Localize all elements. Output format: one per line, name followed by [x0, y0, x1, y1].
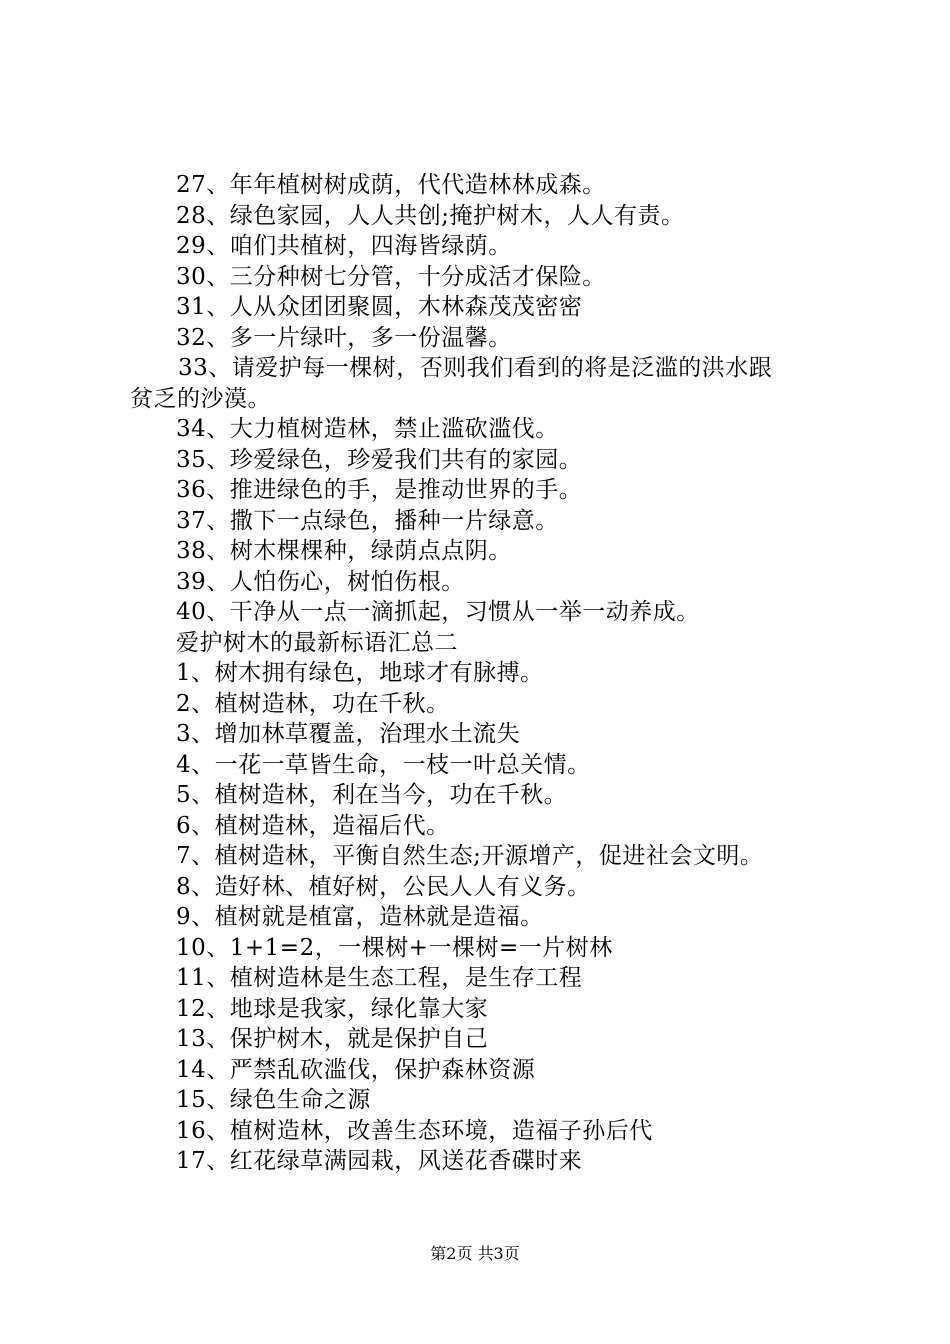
text-line: 29、咱们共植树，四海皆绿荫。	[176, 233, 512, 259]
text-line: 36、推进绿色的手，是推动世界的手。	[176, 477, 583, 503]
document-body	[130, 170, 830, 1177]
text-line: 5、植树造林，利在当今，功在千秋。	[176, 782, 568, 808]
text-line: 30、三分种树七分管，十分成活才保险。	[176, 263, 606, 290]
text-line: 17、红花绿草满园栽，风送花香碟时来	[176, 1148, 583, 1174]
text-line: 37、撒下一点绿色，播种一片绿意。	[176, 507, 559, 534]
text-line: 贫乏的沙漠。	[130, 385, 271, 412]
text-line: 14、严禁乱砍滥伐，保护森林资源	[176, 1056, 536, 1083]
text-line: 12、地球是我家，绿化靠大家	[176, 995, 489, 1022]
text-line: 32、多一片绿叶，多一份温馨。	[176, 324, 512, 351]
text-line: 4、一花一草皆生命，一枝一叶总关情。	[176, 751, 591, 778]
text-line: 33、请爱护每一棵树，否则我们看到的将是泛滥的洪水跟	[178, 355, 773, 381]
text-line: 11、植树造林是生态工程，是生存工程	[176, 965, 583, 991]
text-line: 38、树木棵棵种，绿荫点点阴。	[176, 538, 512, 564]
text-line: 35、珍爱绿色，珍爱我们共有的家园。	[176, 446, 583, 473]
section-heading: 爱护树木的最新标语汇总二	[176, 629, 458, 656]
text-line: 34、大力植树造林，禁止滥砍滥伐。	[176, 416, 559, 442]
text-line: 39、人怕伤心，树怕伤根。	[176, 568, 465, 595]
text-line: 10、1+1=2，一棵树+一棵树=一片树林	[176, 934, 613, 961]
page-footer: 第2页 共3页	[430, 1244, 520, 1263]
text-line: 31、人从众团团聚圆，木林森茂茂密密	[176, 294, 583, 320]
text-line: 9、植树就是植富，造林就是造福。	[176, 904, 544, 930]
text-line: 3、增加林草覆盖，治理水土流失	[176, 721, 521, 747]
text-line: 1、树木拥有绿色，地球才有脉搏。	[176, 660, 544, 686]
text-line: 6、植树造林，造福后代。	[176, 812, 450, 839]
text-line: 27、年年植树树成荫，代代造林林成森。	[176, 172, 606, 198]
text-line: 16、植树造林，改善生态环境，造福子孙后代	[176, 1117, 653, 1144]
text-line: 13、保护树木，就是保护自己	[176, 1026, 489, 1052]
text-line: 8、造好林、植好树，公民人人有义务。	[176, 873, 591, 900]
text-line: 40、干净从一点一滴抓起，习惯从一举一动养成。	[176, 599, 700, 625]
text-line: 15、绿色生命之源	[176, 1087, 371, 1113]
text-line: 2、植树造林，功在千秋。	[176, 690, 450, 717]
text-line: 7、植树造林，平衡自然生态;开源增产，促进社会文明。	[176, 843, 764, 869]
text-line: 28、绿色家园，人人共创;掩护树木，人人有责。	[176, 202, 685, 229]
